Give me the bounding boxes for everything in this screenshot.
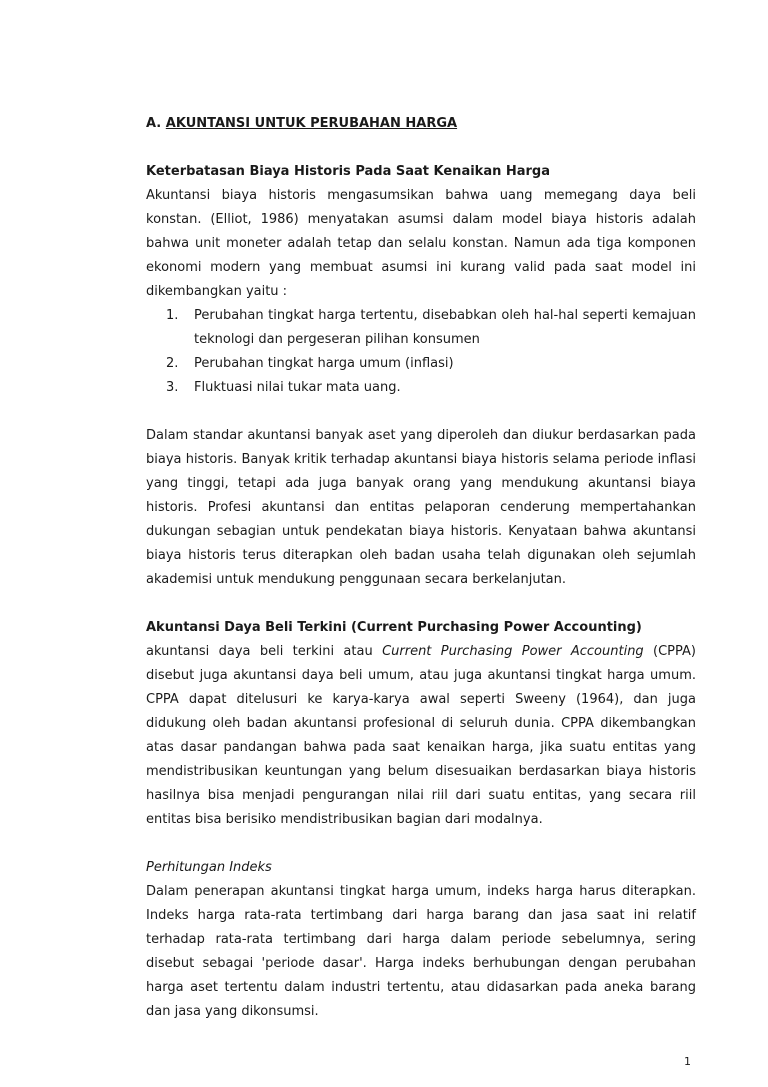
page-number: 1	[684, 1055, 691, 1068]
document-page	[146, 112, 696, 1024]
section-1-paragraph-2: Dalam standar akuntansi banyak aset yang diperoleh dan diukur berdasarkan pada biaya historis. Banyak kritik terhadap akuntansi biaya historis selama periode inflasi yang tinggi, tetapi ada juga banyak orang yang mendukung akuntansi biaya historis. Profesi akuntansi dan entitas pelaporan cenderung mempertahankan dukungan sebagian untuk pendekatan biaya historis. Kenyataan bahwa akuntansi biaya historis terus diterapkan oleh badan usaha telah digunakan oleh sejumlah akademisi untuk mendukung penggunaan secara berkelanjutan.	[146, 428, 696, 587]
heading-title: AKUNTANSI UNTUK PERUBAHAN HARGA	[165, 116, 458, 131]
section-2-title: Akuntansi Daya Beli Terkini (Current Purchasing Power Accounting)	[146, 620, 642, 635]
section-2-text-rest: (CPPA) disebut juga akuntansi daya beli umum, atau juga akuntansi tingkat harga umum. CPPA dapat ditelusuri ke karya-karya awal seperti Sweeny (1964), dan juga didukung oleh badan akuntansi profesional di seluruh dunia. CPPA dikembangkan atas dasar pandangan bahwa pada saat kenaikan harga, jika suatu entitas yang mendistribusikan keuntungan yang belum disesuaikan berdasarkan biaya historis hasilnya bisa menjadi pengurangan nilai riil dari suatu entitas, yang secara riil entitas bisa berisiko mendistribusikan bagian dari modalnya.	[146, 644, 696, 827]
list-item	[146, 304, 696, 352]
heading-prefix: A.	[146, 116, 162, 131]
list-text: Perubahan tingkat harga tertentu, disebabkan oleh hal-hal seperti kemajuan teknologi dan pergeseran pilihan konsumen	[194, 308, 696, 347]
list-item	[146, 376, 696, 400]
main-heading	[146, 112, 696, 136]
list-text: Fluktuasi nilai tukar mata uang.	[194, 380, 401, 395]
section-2-paragraph	[146, 640, 696, 832]
factor-list	[146, 304, 696, 400]
list-number: 2.	[166, 356, 179, 371]
spacer	[146, 400, 696, 424]
spacer	[146, 832, 696, 856]
list-number: 1.	[166, 308, 179, 323]
section-3-paragraph: Dalam penerapan akuntansi tingkat harga umum, indeks harga harus diterapkan. Indeks harga rata-rata tertimbang dari harga barang dan jasa saat ini relatif terhadap rata-rata tertimbang dari harga dalam periode sebelumnya, sering disebut sebagai 'periode dasar'. Harga indeks berhubungan dengan perubahan harga aset tertentu dalam industri tertentu, atau didasarkan pada aneka barang dan jasa yang dikonsumsi.	[146, 884, 696, 1019]
section-2-text-italic: Current Purchasing Power Accounting	[382, 644, 644, 659]
list-text: Perubahan tingkat harga umum (inflasi)	[194, 356, 454, 371]
section-1-title: Keterbatasan Biaya Historis Pada Saat Kenaikan Harga	[146, 164, 551, 179]
list-item	[146, 352, 696, 376]
spacer	[146, 136, 696, 160]
section-1-intro: Akuntansi biaya historis mengasumsikan bahwa uang memegang daya beli konstan. (Elliot, 1986) menyatakan asumsi dalam model biaya historis adalah bahwa unit moneter adalah tetap dan selalu konstan. Namun ada tiga komponen ekonomi modern yang membuat asumsi ini kurang valid pada saat model ini dikembangkan yaitu :	[146, 188, 696, 299]
section-3-title: Perhitungan Indeks	[146, 860, 272, 875]
spacer	[146, 592, 696, 616]
list-number: 3.	[166, 380, 179, 395]
section-2-text-start: akuntansi daya beli terkini atau	[146, 644, 383, 659]
